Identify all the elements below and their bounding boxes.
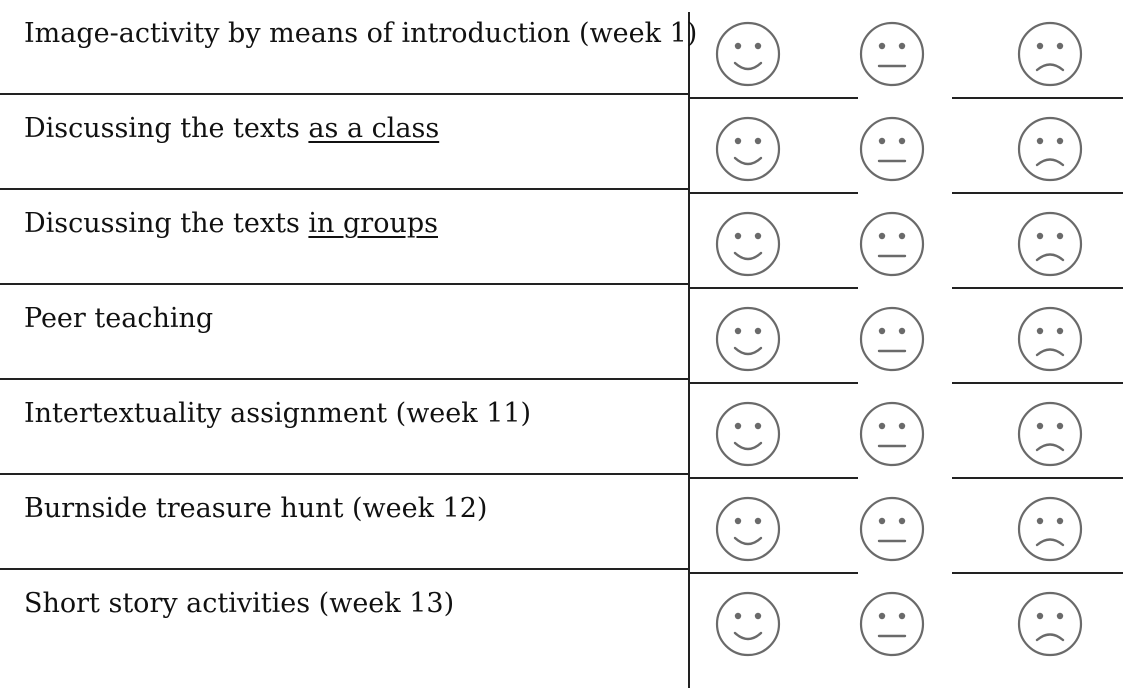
frowning-face-icon [1015,589,1085,659]
row-divider-segment [800,572,855,574]
row-divider [0,473,688,475]
row-divider [0,188,688,190]
row-divider [0,378,688,380]
activity-label: Short story activities (week 13) [24,588,455,619]
row-divider-segment [800,477,855,479]
neutral-face-icon [857,209,927,279]
frowning-face-icon [1015,114,1085,184]
frowning-face-icon [1015,304,1085,374]
row-divider-segment [800,382,855,384]
neutral-face-icon [857,114,927,184]
row-divider-segment [952,382,1123,384]
row-divider-segment [800,192,855,194]
frowning-face-icon [1015,209,1085,279]
row-divider-segment [952,192,1123,194]
smiley-face-icon [713,209,783,279]
neutral-face-icon [857,399,927,469]
neutral-face-icon [857,304,927,374]
smiley-face-icon [713,19,783,89]
activity-label: Discussing the texts in groups [24,208,438,239]
activity-label: Burnside treasure hunt (week 12) [24,493,488,524]
neutral-face-icon [857,589,927,659]
frowning-face-icon [1015,19,1085,89]
row-divider-segment [800,97,855,99]
frowning-face-icon [1015,494,1085,564]
smiley-face-icon [713,589,783,659]
column-divider [688,12,690,688]
smiley-face-icon [713,114,783,184]
activity-label: Peer teaching [24,303,214,334]
smiley-face-icon [713,494,783,564]
row-divider [0,568,688,570]
row-divider-segment [952,97,1123,99]
smiley-face-icon [713,399,783,469]
frowning-face-icon [1015,399,1085,469]
smiley-face-icon [713,304,783,374]
row-divider [0,283,688,285]
neutral-face-icon [857,494,927,564]
neutral-face-icon [857,19,927,89]
activity-label: Discussing the texts as a class [24,113,440,144]
row-divider [0,93,688,95]
row-divider-segment [952,477,1123,479]
row-divider-segment [952,287,1123,289]
row-divider-segment [800,287,855,289]
activity-label: Image-activity by means of introduction (week 1) [24,18,698,49]
activity-label: Intertextuality assignment (week 11) [24,398,532,429]
row-divider-segment [952,572,1123,574]
